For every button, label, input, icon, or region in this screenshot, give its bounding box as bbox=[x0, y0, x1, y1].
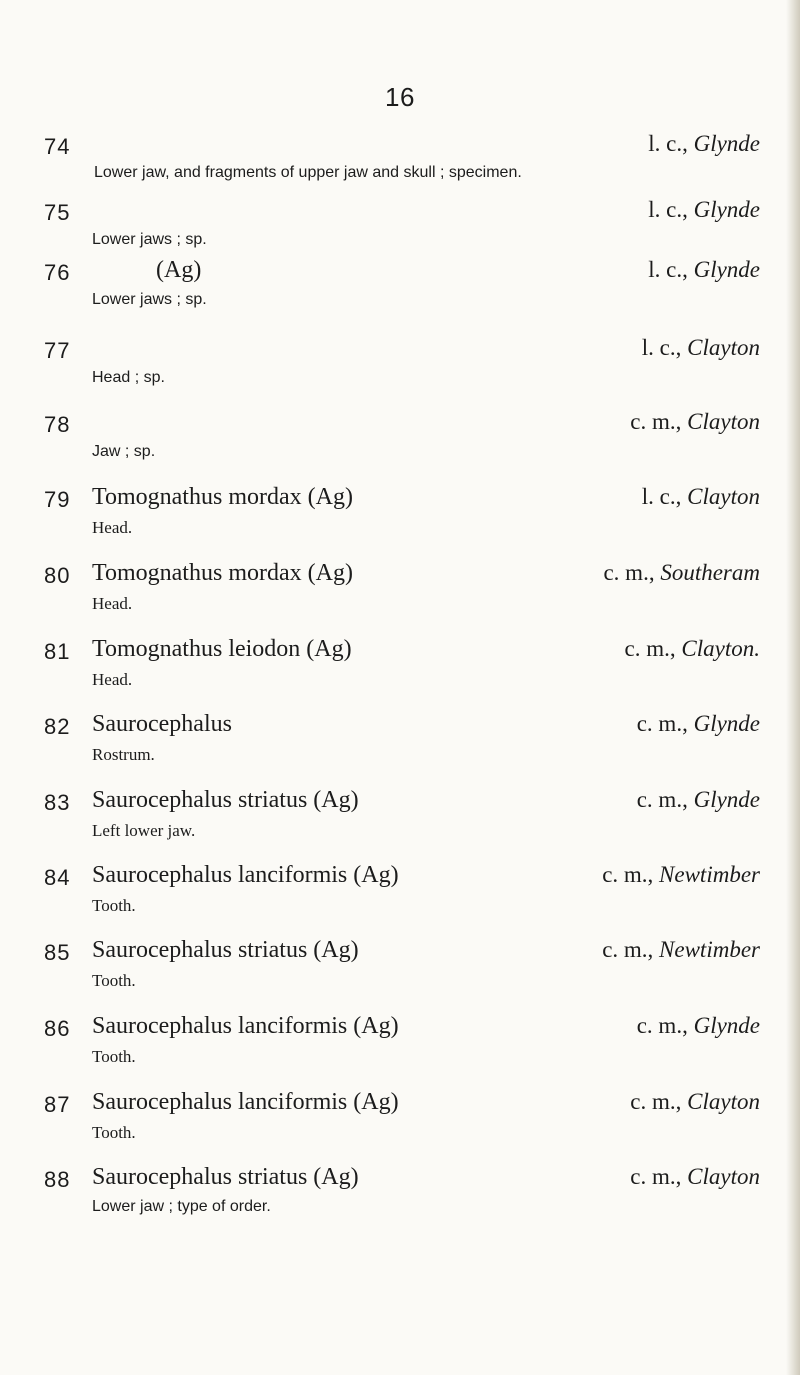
locality-prefix: l. c., bbox=[641, 335, 688, 360]
entry-locality bbox=[648, 257, 760, 283]
catalog-entry bbox=[0, 937, 800, 1010]
catalog-entry bbox=[0, 711, 800, 784]
entry-number: 79 bbox=[44, 487, 71, 512]
entry-number: 87 bbox=[44, 1092, 71, 1117]
entry-number: 86 bbox=[44, 1016, 71, 1041]
entry-locality bbox=[637, 1013, 760, 1039]
catalog-entry bbox=[0, 131, 800, 204]
entry-description: Lower jaw, and fragments of upper jaw and skull ; specimen. bbox=[94, 164, 522, 181]
entry-title: (Ag) bbox=[156, 257, 202, 283]
entry-description: Lower jaw ; type of order. bbox=[92, 1198, 271, 1215]
entry-title: Saurocephalus lanciformis (Ag) bbox=[92, 1013, 399, 1039]
entry-locality bbox=[637, 711, 760, 737]
entry-number: 77 bbox=[44, 338, 71, 363]
entry-description: Lower jaws ; sp. bbox=[92, 291, 207, 308]
catalog-entry bbox=[0, 560, 800, 633]
entry-locality bbox=[630, 1164, 760, 1190]
locality-place: Glynde bbox=[693, 197, 760, 222]
entry-number: 78 bbox=[44, 412, 71, 437]
locality-prefix: c. m., bbox=[630, 409, 688, 434]
locality-place: Clayton bbox=[687, 335, 760, 360]
entry-title: Saurocephalus striatus (Ag) bbox=[92, 937, 359, 963]
locality-prefix: c. m., bbox=[602, 937, 660, 962]
entry-locality bbox=[637, 787, 760, 813]
entry-locality bbox=[630, 1089, 760, 1115]
locality-place: Clayton bbox=[687, 1164, 760, 1189]
entry-description: Tooth. bbox=[92, 896, 136, 915]
locality-place: Clayton. bbox=[681, 636, 760, 661]
entry-description: Head. bbox=[92, 670, 133, 689]
locality-prefix: c. m., bbox=[603, 560, 661, 585]
entry-description: Jaw ; sp. bbox=[92, 443, 156, 460]
entry-description: Tooth. bbox=[92, 971, 136, 990]
locality-place: Glynde bbox=[693, 711, 760, 736]
catalog-entry bbox=[0, 636, 800, 709]
entry-locality bbox=[642, 484, 760, 510]
entry-title: Saurocephalus lanciformis (Ag) bbox=[92, 1089, 399, 1115]
entry-description: Head ; sp. bbox=[92, 369, 165, 386]
catalog-entry bbox=[0, 335, 800, 408]
entry-description: Tooth. bbox=[92, 1047, 136, 1066]
entry-description: Head. bbox=[92, 594, 133, 613]
locality-place: Glynde bbox=[693, 1013, 760, 1038]
locality-place: Clayton bbox=[687, 484, 760, 509]
page-number: 16 bbox=[385, 82, 415, 112]
entry-locality bbox=[648, 131, 760, 157]
entry-description: Lower jaws ; sp. bbox=[92, 231, 207, 248]
entry-number: 75 bbox=[44, 200, 71, 225]
entry-description: Tooth. bbox=[92, 1123, 136, 1142]
entry-locality bbox=[648, 197, 760, 223]
entry-description: Head. bbox=[92, 518, 133, 537]
entry-locality bbox=[602, 937, 760, 963]
entry-number: 88 bbox=[44, 1167, 71, 1192]
entry-locality bbox=[625, 636, 760, 662]
locality-prefix: c. m., bbox=[636, 711, 694, 736]
entry-title: Saurocephalus striatus (Ag) bbox=[92, 1164, 359, 1190]
locality-prefix: c. m., bbox=[636, 787, 694, 812]
locality-prefix: c. m., bbox=[636, 1013, 694, 1038]
entry-title: Tomognathus leiodon (Ag) bbox=[92, 636, 352, 662]
locality-place: Newtimber bbox=[659, 937, 760, 962]
entry-number: 74 bbox=[44, 134, 71, 159]
locality-prefix: c. m., bbox=[630, 1089, 688, 1114]
locality-prefix: c. m., bbox=[630, 1164, 688, 1189]
entry-title: Tomognathus mordax (Ag) bbox=[92, 560, 353, 586]
entry-number: 83 bbox=[44, 790, 71, 815]
entry-title: Tomognathus mordax (Ag) bbox=[92, 484, 353, 510]
entry-title: Saurocephalus bbox=[92, 711, 232, 737]
locality-prefix: c. m., bbox=[624, 636, 682, 661]
locality-prefix: l. c., bbox=[648, 257, 694, 282]
locality-place: Southeram bbox=[660, 560, 760, 585]
entry-description: Left lower jaw. bbox=[92, 821, 196, 840]
entry-number: 76 bbox=[44, 260, 71, 285]
locality-place: Glynde bbox=[693, 131, 760, 156]
entry-number: 85 bbox=[44, 940, 71, 965]
entry-locality bbox=[602, 862, 760, 888]
entry-number: 80 bbox=[44, 563, 71, 588]
catalog-entry bbox=[0, 1164, 800, 1237]
locality-place: Clayton bbox=[687, 409, 760, 434]
entry-locality bbox=[642, 335, 760, 361]
page-edge-shadow bbox=[786, 0, 800, 1375]
locality-prefix: l. c., bbox=[648, 197, 694, 222]
catalog-entry bbox=[0, 787, 800, 860]
locality-prefix: l. c., bbox=[641, 484, 688, 509]
locality-prefix: l. c., bbox=[648, 131, 694, 156]
locality-place: Newtimber bbox=[659, 862, 760, 887]
entry-number: 81 bbox=[44, 639, 71, 664]
entry-number: 82 bbox=[44, 714, 71, 739]
locality-prefix: c. m., bbox=[602, 862, 660, 887]
entry-description: Rostrum. bbox=[92, 745, 155, 764]
entry-number: 84 bbox=[44, 865, 71, 890]
entry-title: Saurocephalus striatus (Ag) bbox=[92, 787, 359, 813]
catalog-entry bbox=[0, 862, 800, 935]
entry-title: Saurocephalus lanciformis (Ag) bbox=[92, 862, 399, 888]
locality-place: Glynde bbox=[693, 257, 760, 282]
catalog-entry bbox=[0, 1013, 800, 1086]
catalog-entry bbox=[0, 1089, 800, 1162]
catalog-entry bbox=[0, 409, 800, 482]
locality-place: Glynde bbox=[693, 787, 760, 812]
entry-locality bbox=[603, 560, 760, 586]
entry-locality bbox=[630, 409, 760, 435]
catalog-entry bbox=[0, 257, 800, 330]
catalog-entry bbox=[0, 484, 800, 557]
locality-place: Clayton bbox=[687, 1089, 760, 1114]
